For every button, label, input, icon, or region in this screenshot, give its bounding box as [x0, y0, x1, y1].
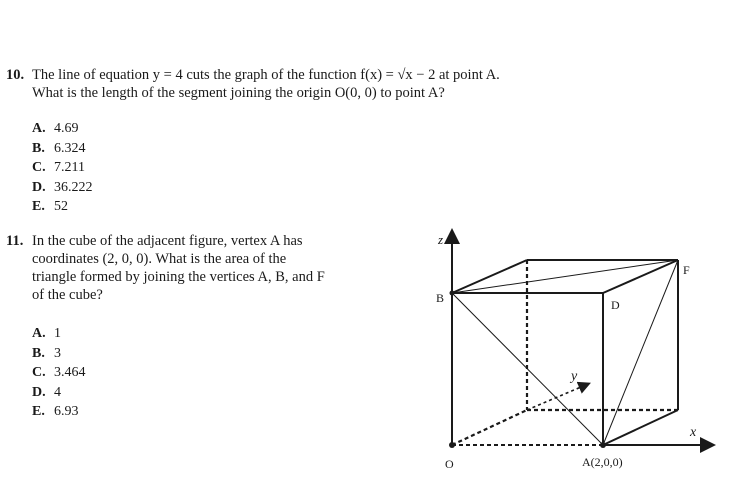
vertex-a-dot: [600, 442, 606, 448]
question-11-line-4: of the cube?: [32, 287, 103, 303]
top-edge-left: [452, 260, 527, 293]
vertex-d-label: D: [611, 298, 620, 312]
hidden-edge-base-left: [452, 410, 527, 445]
question-11-line-2: coordinates (2, 0, 0). What is the area of the: [32, 251, 287, 267]
vertex-o-label: O: [445, 457, 454, 471]
z-label: z: [438, 232, 444, 247]
vertex-b-dot: [450, 291, 455, 296]
choice-a[interactable]: A. 4.69: [32, 121, 79, 136]
x-label: x: [690, 425, 697, 440]
question-10-line-1: 10. The line of equation y = 4 cuts the graph of the function f(x) = √x − 2 at point A.: [6, 67, 500, 83]
y-label: y: [571, 369, 578, 384]
choice-a[interactable]: A. 1: [32, 326, 61, 341]
triangle-side-bf: [452, 260, 678, 293]
choice-b[interactable]: B. 3: [32, 345, 61, 361]
y-axis: [527, 384, 588, 410]
choice-e[interactable]: E. 6.93: [32, 404, 79, 419]
question-11-line-1: 11. In the cube of the adjacent figure, vertex A has: [6, 233, 303, 249]
question-number: 11.: [6, 233, 24, 249]
vertex-b-label: B: [436, 291, 445, 305]
choice-c[interactable]: C. 7.211: [32, 160, 85, 175]
vertex-a-label: A(2,0,0): [582, 455, 623, 469]
question-10-line-2: What is the length of the segment joining the origin O(0, 0) to point A?: [32, 85, 445, 101]
choice-d[interactable]: D. 36.222: [32, 179, 93, 195]
choice-b[interactable]: B. 6.324: [32, 140, 86, 156]
question-11-line-3: triangle formed by joining the vertices A, B, and F: [32, 269, 325, 285]
choice-d[interactable]: D. 4: [32, 384, 61, 400]
vertex-o-dot: [449, 442, 455, 448]
question-number: 10.: [6, 67, 25, 83]
choice-c[interactable]: C. 3.464: [32, 365, 86, 380]
triangle-side-ba: [452, 293, 603, 445]
vertex-f-label: F: [683, 263, 690, 277]
choice-e[interactable]: E. 52: [32, 199, 68, 214]
base-edge-right: [603, 410, 678, 445]
